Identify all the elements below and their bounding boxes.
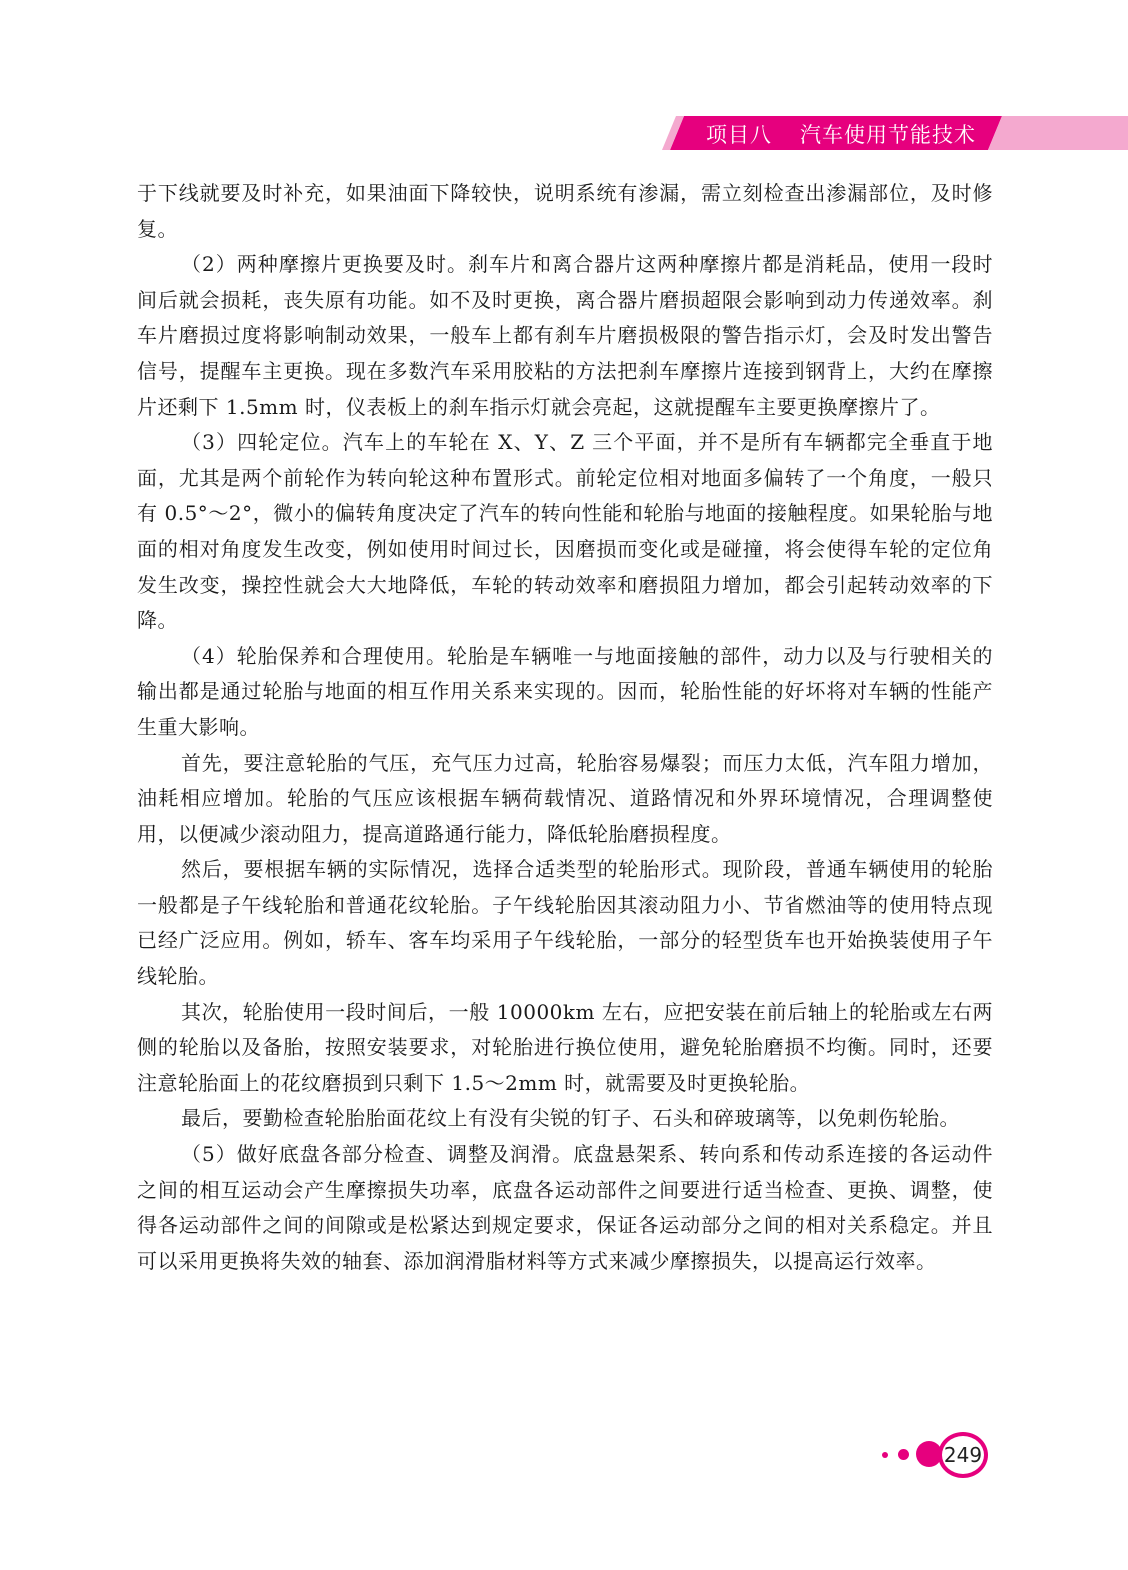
paragraph: 于下线就要及时补充，如果油面下降较快，说明系统有渗漏，需立刻检查出渗漏部位，及时修复。 [137,181,993,241]
chapter-header [640,116,1128,150]
paragraph: 最后，要勤检查轮胎胎面花纹上有没有尖锐的钉子、石头和碎玻璃等，以免刺伤轮胎。 [181,1106,960,1131]
paragraph: （5）做好底盘各部分检查、调整及润滑。底盘悬架系、转向系和传动系连接的各运动件之间的相互运动会产生摩擦损失功率，底盘各运动部件之间要进行适当检查、更换、调整，使得各运动部件之间的间隙或是松紧达到规定要求，保证各运动部分之间的相对关系稳定。并且可以采用更换将失效的轴套、添加润滑脂材料等方式来减少摩擦损失，以提高运行效率。 [137,1142,993,1273]
decorative-dot-icon [898,1449,909,1460]
page-number: 249 [938,1432,988,1478]
paragraph: （4）轮胎保养和合理使用。轮胎是车辆唯一与地面接触的部件，动力以及与行驶相关的输出都是通过轮胎与地面的相互作用关系来实现的。因而，轮胎性能的好坏将对车辆的性能产生重大影响。 [137,643,993,739]
decorative-dot-icon [882,1452,888,1458]
paragraph: （2）两种摩擦片更换要及时。刹车片和离合器片这两种摩擦片都是消耗品，使用一段时间后就会损耗，丧失原有功能。如不及时更换，离合器片磨损超限会影响到动力传递效率。刹车片磨损过度将影响制动效果，一般车上都有刹车片磨损极限的警告指示灯，会及时发出警告信号，提醒车主更换。现在多数汽车采用胶粘的方法把刹车摩擦片连接到钢背上，大约在摩擦片还剩下 1.5mm 时，仪表板上的刹车指示灯就会亮起，这就提醒车主要更换摩擦片了。 [137,252,993,419]
paragraph: 其次，轮胎使用一段时间后，一般 10000km 左右，应把安装在前后轴上的轮胎或左右两侧的轮胎以及备胎，按照安装要求，对轮胎进行换位使用，避免轮胎磨损不均衡。同时，还要注意轮胎面上的花纹磨损到只剩下 1.5～2mm 时，就需要及时更换轮胎。 [137,999,993,1095]
header-title [706,119,976,149]
page-number-badge [870,1432,1000,1478]
paragraph: 然后，要根据车辆的实际情况，选择合适类型的轮胎形式。现阶段，普通车辆使用的轮胎一般都是子午线轮胎和普通花纹轮胎。子午线轮胎因其滚动阻力小、节省燃油等的使用特点现已经广泛应用。例如，轿车、客车均采用子午线轮胎，一部分的轻型货车也开始换装使用子午线轮胎。 [137,857,993,989]
paragraph: （3）四轮定位。汽车上的车轮在 X、Y、Z 三个平面，并不是所有车辆都完全垂直于地面，尤其是两个前轮作为转向轮这种布置形式。前轮定位相对地面多偏转了一个角度，一般只有 0.5°～2°，微小的偏转角度决定了汽车的转向性能和轮胎与地面的接触程度。如果轮胎与地面的相对角度发生改变，例如使用时间过长，因磨损而变化或是碰撞，将会使得车轮的定位角发生改变，操控性就会大大地降低，车轮的转动效率和磨损阻力增加，都会引起转动效率的下降。 [137,430,993,633]
body-text [137,176,993,1279]
header-chapter: 项目八 [706,123,772,147]
header-chapter-title: 汽车使用节能技术 [800,123,976,147]
paragraph: 首先，要注意轮胎的气压，充气压力过高，轮胎容易爆裂；而压力太低，汽车阻力增加，油耗相应增加。轮胎的气压应该根据车辆荷载情况、道路情况和外界环境情况，合理调整使用，以便减少滚动阻力，提高道路通行能力，降低轮胎磨损程度。 [137,750,993,846]
